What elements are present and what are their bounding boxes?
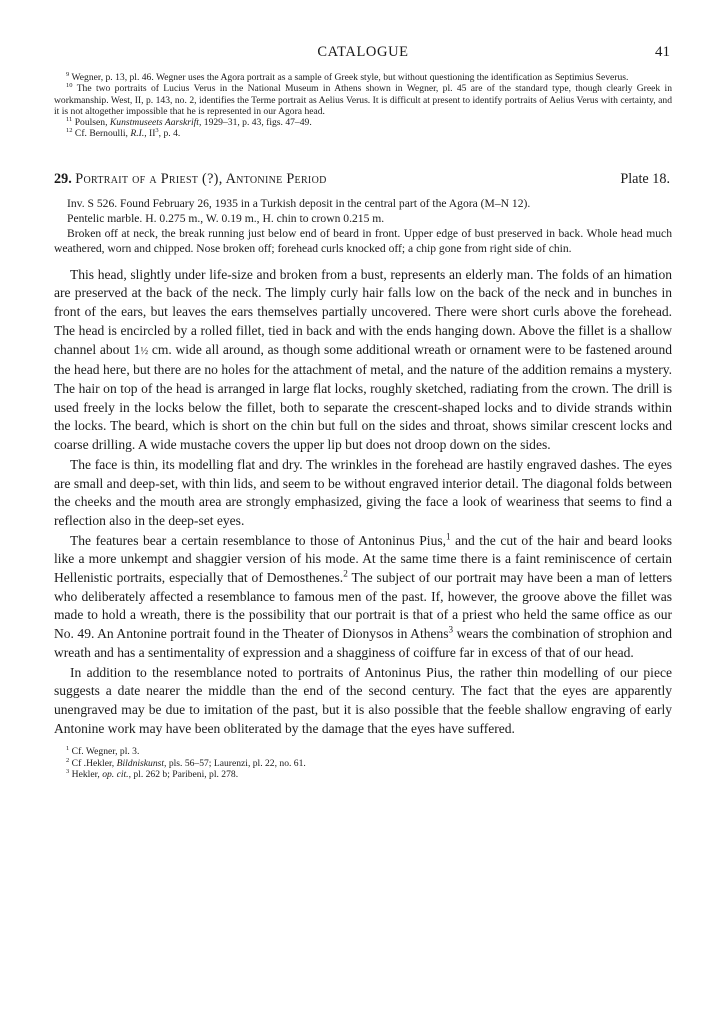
entry-title: Portrait of a Priest (?), Antonine Period (75, 170, 327, 187)
footnote-italic: Kunstmuseets Aarskrift, (109, 117, 202, 129)
paragraph-text: and the cut of the hair and beard looks like a more unkempt and shaggier version of his mode. At the same time there is a faint reminiscence of certain Hellenistic portraits, especially that of Demosthenes. (54, 532, 672, 586)
body-paragraph: The face is thin, its modelling flat and dry. The wrinkles in the forehead are hastily engraved dashes. The eyes are small and deep-set, with thin lids, and seem to be without engraved interior detail. The diagonal folds between the cheeks and the mouth area are strongly emphasized, giving the face a look of weariness that seems to find a reflection also in the deep-set eyes. (54, 456, 672, 528)
footnote-mark: 11 (66, 116, 73, 123)
plate-reference: Plate 18. (620, 170, 670, 187)
footnotes-continued (54, 72, 672, 140)
paragraph-text: The subject of our portrait may have been a man of letters who deliberately affected a resemblance to famous men of the past. If, however, the groove above the fillet was made to hold a wreath, there is the possibility that our portrait is that of a priest who held the same office as our No. 49. An Antonine portrait found in the Theater of Dionysos in Athens (54, 570, 672, 642)
footnote-text: , p. 4. (158, 128, 181, 140)
entry-number: 29. (54, 170, 72, 187)
body-paragraph (54, 532, 672, 663)
paragraph-text: wears the combination of strophion and wreath and has a sentimentality of expression and a shagginess of coiffure far in excess of that of our head. (54, 626, 672, 660)
footnote-italic: Bildniskunst, (116, 757, 167, 769)
footnote-text: Wegner, p. 13, pl. 46. Wegner uses the Agora portrait as a sample of Greek style, but without questioning the identification as Septimius Severus. (71, 72, 629, 83)
footnote-9 (54, 72, 672, 83)
entry-body (54, 266, 672, 739)
footnote-3 (54, 769, 672, 781)
footnote-11 (54, 117, 672, 128)
footnote-text: , II (144, 128, 156, 140)
body-paragraph: In addition to the resemblance noted to portraits of Antoninus Pius, the rather thin modelling of our piece suggests a date nearer the middle than the end of the second century. The fact that the eyes are apparently unengraved may be due to imitation of the past, but it is also possible that the feeble shallow engraving of early Antonine work may have been obliterated by the damage that the eyes have suffered. (54, 664, 672, 736)
footnote-superscript: 3 (155, 127, 159, 135)
page-number: 41 (655, 44, 670, 60)
footnote-text: Hekler, (71, 769, 103, 781)
footnote-reference: 3 (448, 624, 454, 635)
footnote-text: pls. 56–57; Laurenzi, pl. 22, no. 61. (166, 757, 306, 769)
footnote-reference: 2 (343, 568, 348, 579)
running-head-title: CATALOGUE (317, 44, 409, 60)
footnote-mark: 9 (66, 70, 70, 78)
entry-details (54, 196, 672, 256)
footnote-2 (54, 758, 672, 770)
footnote-text: Cf. Bernoulli, (74, 128, 131, 140)
footnote-text: Cf. Wegner, pl. 3. (71, 746, 140, 758)
footnote-italic: R.I. (130, 128, 145, 140)
footnote-text: 1929–31, p. 43, figs. 47–49. (201, 117, 312, 129)
footnote-mark: 2 (66, 756, 70, 764)
footnotes (54, 746, 672, 781)
catalogue-entry-heading (54, 171, 672, 193)
fraction: ½ (140, 345, 149, 357)
paragraph-text: The features bear a certain resemblance to those of Antoninus Pius, (70, 532, 447, 548)
paragraph-text: This head, slightly under life-size and broken from a bust, represents an elderly man. The folds of an himation are preserved at the back of the neck. The limply curly hair falls low on the back of the neck and in bunches in front of the ears, but leaves the ears themselves partially uncovered. There were short curls above the forehead. The head is encircled by a rolled fillet, tied in back and with the ends hanging down. Above the fillet is a shallow channel about 1 (54, 266, 672, 357)
footnote-text: Poulsen, (74, 117, 110, 129)
footnote-text: Cf .Hekler, (71, 757, 117, 769)
footnote-reference: 1 (446, 531, 451, 542)
condition-description: Broken off at neck, the break running just below end of beard in front. Upper edge of bust preserved in back. Whole head much weathered, worn and chipped. Nose broken off; forehead curls knocked off; a chip gone from right side of chin. (54, 226, 672, 255)
footnote-mark: 3 (66, 768, 70, 776)
running-head (54, 40, 672, 60)
footnote-mark: 10 (66, 82, 73, 90)
footnote-text: pl. 262 b; Paribeni, pl. 278. (130, 769, 239, 781)
page (54, 40, 672, 781)
footnote-12 (54, 128, 672, 139)
paragraph-text: cm. wide all around, as though some additional wreath or ornament were to be fastened around the head here, but there are no holes for the attachment of metal, and the nature of the addition remains a mystery. The hair on top of the head is arranged in large flat locks, roughly sketched, radiating from the crown. The drill is used freely in the locks below the fillet, both to separate the crescent-shaped locks and to divide strands within the locks. The beard, which is short on the chin but full on the sides and throat, shows similar crescent locks and coarse drilling. A wide mustache covers the upper lip but does not droop down on the sides. (54, 341, 672, 453)
body-paragraph (54, 266, 672, 455)
footnote-1 (54, 746, 672, 758)
footnote-text: The two portraits of Lucius Verus in the National Museum in Athens shown in Wegner, pl. 45 are of the standard type, though clearly Greek in workmanship. West, II, p. 143, no. 2, identifies the Terme portrait as Aelius Verus. It is difficult at present to identify portraits of Aelius Verus with certainty, and it is not altogether impossible that he is represented in our Agora head. (54, 83, 672, 117)
inventory-line: Inv. S 526. Found February 26, 1935 in a Turkish deposit in the central part of the Agora (M–N 12). (67, 196, 531, 210)
footnote-mark: 12 (66, 127, 73, 135)
footnote-italic: op. cit., (102, 769, 131, 781)
material-line: Pentelic marble. H. 0.275 m., W. 0.19 m., H. chin to crown 0.215 m. (67, 211, 385, 225)
footnote-10 (54, 83, 672, 117)
footnote-mark: 1 (66, 745, 70, 753)
